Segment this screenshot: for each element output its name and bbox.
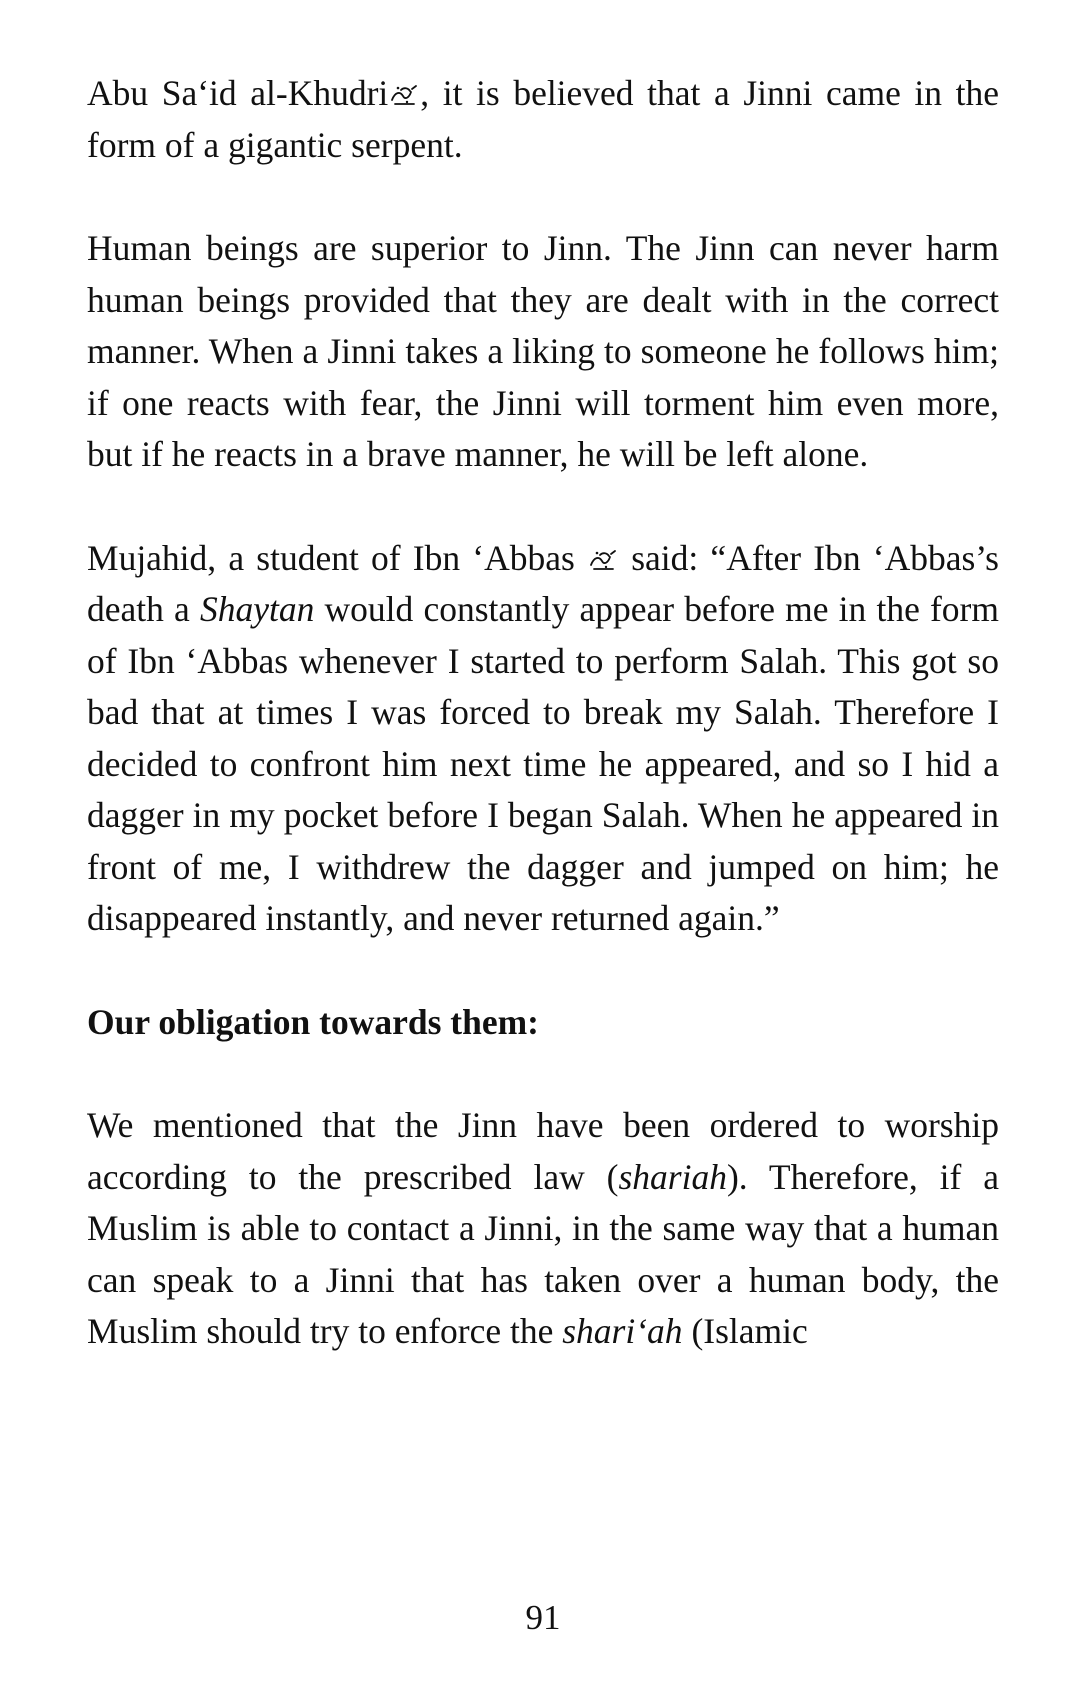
paragraph-text: , it is believed that a Jinni came in the form of a gigantic serpent. [87,73,999,165]
paragraph-text: ). Therefore, if a Muslim is able to contact a Jinni, in the same way that a human can speak to a Jinni that has taken over a human body, the Muslim should try to enforce the [87,1156,999,1351]
paragraph-text: Abu Sa‘id al-Khudri [87,73,389,113]
paragraph-mujahid [87,533,999,945]
italic-term: shariah [618,1156,727,1197]
paragraph-text: (Islamic [682,1311,808,1351]
italic-term: shari‘ah [562,1311,683,1351]
paragraph-obligation [87,1100,999,1358]
paragraph-abu-said [87,68,999,171]
paragraph-text: would constantly appear before me in the form of Ibn ‘Abbas whenever I started to perform Salah. This got so bad that at times I was forced to break my Salah. Therefore I decided to confront him next time he appeared, and so I hid a dagger in my pocket before I began Salah. When he appeared in front of me, I withdrew the dagger and jumped on him; he disappeared instantly, and never returned again.” [87,589,999,938]
page-number: 91 [525,1598,561,1637]
honorific-ligature-icon [588,548,618,572]
paragraph-text: Mujahid, a student of Ibn ‘Abbas [87,537,575,578]
paragraph-human-beings: Human beings are superior to Jinn. The Jinn can never harm human beings provided that they are dealt with in the correct manner. When a Jinni takes a liking to someone he follows him; if one reacts with fear, the Jinni will torment him even more, but if he reacts in a brave manner, he will be left alone. [87,228,999,474]
section-heading: Our obligation towards them: [87,1001,539,1042]
paragraph-text: said: “After Ibn ‘Abbas’s death a [87,537,999,629]
italic-term: Shaytan [199,589,315,629]
honorific-ligature-icon [389,83,419,107]
page-body [87,68,999,1358]
paragraph-text: We mentioned that the Jinn have been ordered to worship according to the prescribed law ( [87,1105,999,1197]
